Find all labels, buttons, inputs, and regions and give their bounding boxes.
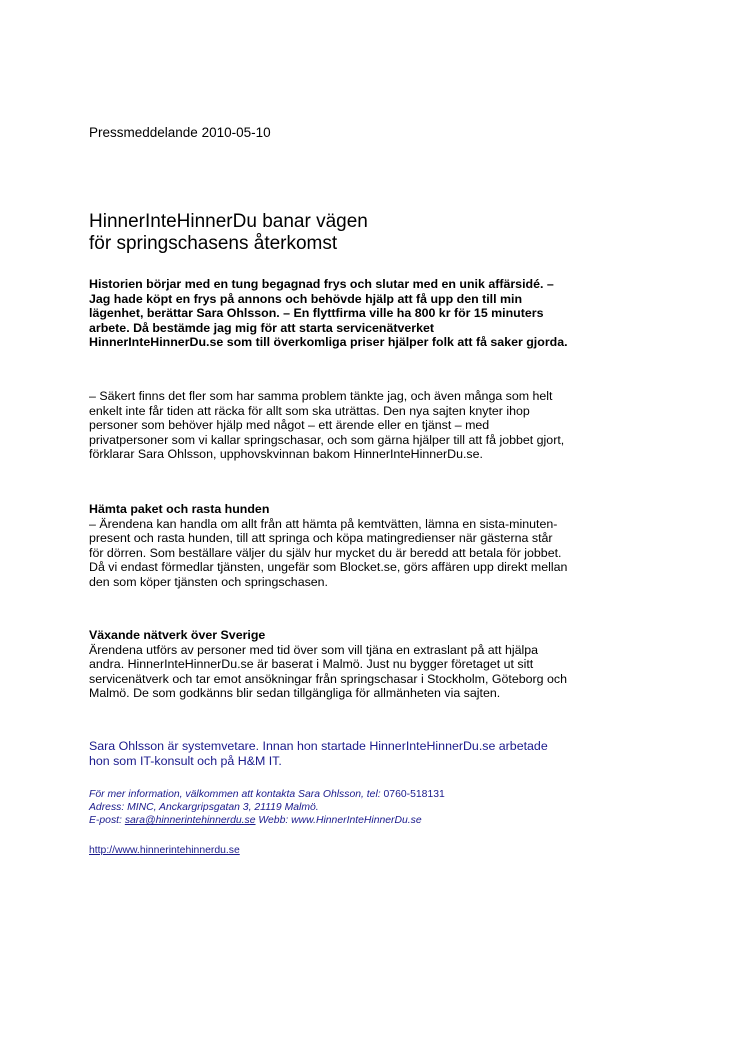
dateline: Pressmeddelande 2010-05-10 [89, 125, 271, 140]
contact-line-1 [89, 788, 569, 801]
section-body: Ärendena utförs av personer med tid över som vill tjäna en extraslant på att hjälpa andra. HinnerInteHinnerDu.se är baserat i Malmö. Just nu bygger företaget ut sitt servicenätverk och tar emot ansökningar från springschasar i Stockholm, Göteborg och Malmö. De som godkänns blir sedan tillgängliga för allmänheten via sajten. [89, 642, 567, 701]
about-paragraph: Sara Ohlsson är systemvetare. Innan hon startade HinnerInteHinnerDu.se arbetade hon som IT-konsult och på H&M IT. [89, 739, 548, 768]
section-vaxande-natverk [89, 628, 569, 701]
web-label: Webb: [258, 815, 289, 826]
title-line-1: HinnerInteHinnerDu banar vägen [89, 211, 368, 232]
section-heading: Växande nätverk över Sverige [89, 628, 266, 642]
section-body: – Ärendena kan handla om allt från att hämta på kemtvätten, lämna en sista-minuten-present och rasta hunden, till att springa och köpa matingredienser när gästerna står för dörren. Som beställare väljer du själv hur mycket du är beredd att betala för jobbet. Då vi endast förmedlar tjänsten, ungefär som Blocket.se, görs affären upp direkt mellan den som köper tjänsten och springschasen. [89, 516, 568, 589]
contact-line-3 [89, 814, 569, 827]
lead-paragraph: Historien börjar med en tung begagnad frys och slutar med en unik affärsidé. – Jag hade köpt en frys på annons och behövde hjälp att få upp den till min lägenhet, berättar Sara Ohlsson. – En flyttfirma ville ha 800 kr för 15 minuters arbete. Då bestämde jag mig för att starta servicenätverket HinnerInteHinnerDu.se som till överkomliga priser hjälper folk att få saker gjorda. [89, 277, 568, 350]
title-line-2: för springschasens återkomst [89, 233, 338, 254]
contact-address: Adress: MINC, Anckargripsgatan 3, 21119 Malmö. [89, 802, 319, 813]
contact-intro: För mer information, välkommen att kontakta Sara Ohlsson, tel: [89, 789, 381, 800]
web-address: www.HinnerInteHinnerDu.se [291, 815, 422, 826]
section-hamta-paket [89, 502, 569, 590]
page-title [89, 211, 368, 255]
email-label: E-post: [89, 815, 122, 826]
website-link[interactable]: http://www.hinnerintehinnerdu.se [89, 845, 240, 856]
section-heading: Hämta paket och rasta hunden [89, 502, 270, 516]
contact-block [89, 788, 569, 827]
contact-phone: 0760-518131 [383, 789, 445, 800]
email-link[interactable]: sara@hinnerintehinnerdu.se [124, 815, 256, 826]
body-paragraph-1: – Säkert finns det fler som har samma problem tänkte jag, och även många som helt enkelt inte får tiden att räcka för allt som ska uträttas. Den nya sajten knyter ihop personer som behöver hjälp med något – ett ärende eller en tjänst – med privatpersoner som vi kallar springschasar, och som gärna hjälper till att få jobbet gjort, förklarar Sara Ohlsson, upphovskvinnan bakom HinnerInteHinnerDu.se. [89, 389, 565, 462]
